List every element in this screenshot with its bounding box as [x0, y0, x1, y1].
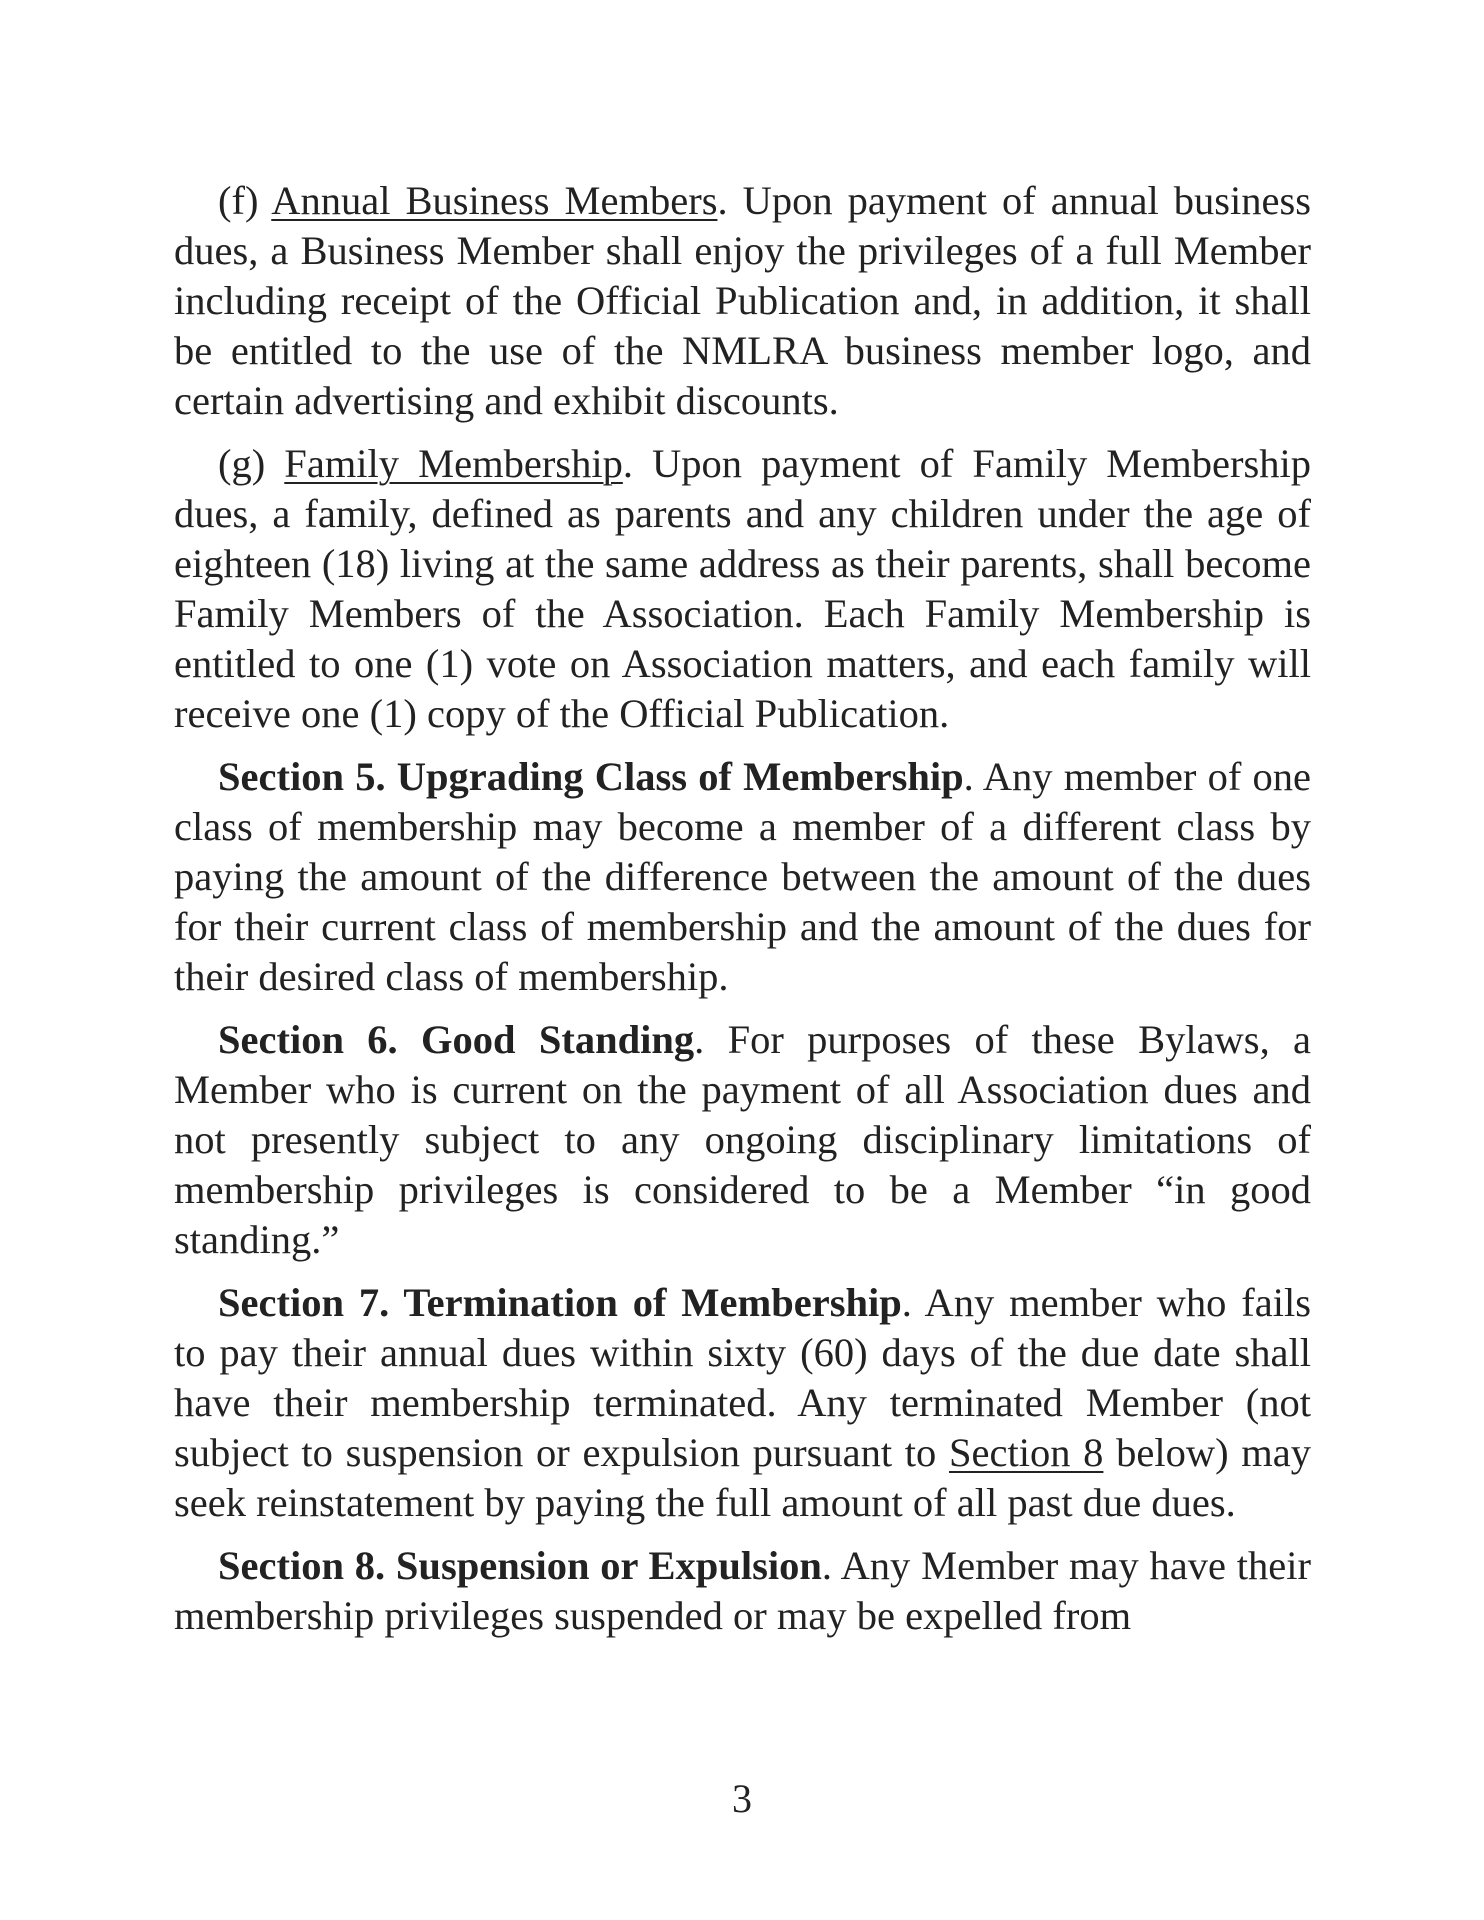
section-heading: Section 5. Upgrading Class of Membership	[218, 754, 964, 799]
section-heading: Section 7. Termination of Membership	[218, 1280, 902, 1325]
heading-period: .	[821, 1543, 833, 1588]
document-page	[174, 176, 1311, 1654]
section-8-cross-reference-link[interactable]: Section 8	[949, 1430, 1104, 1475]
heading-period: .	[963, 754, 974, 799]
paragraph-f-annual-business-members	[174, 176, 1311, 426]
page-number: 3	[732, 1776, 752, 1821]
heading-period: .	[717, 178, 728, 223]
item-heading: Annual Business Members	[271, 178, 718, 223]
heading-period: .	[694, 1017, 705, 1062]
section-7-termination	[174, 1278, 1311, 1528]
paragraph-body-part-1: Any member who fails to pay their annual dues within sixty (60) days of the due date shall have their membership terminated. Any terminated Member (not subject to suspension or expulsion pursuant to	[174, 1280, 1311, 1475]
heading-period: .	[622, 441, 633, 486]
item-label: (f)	[218, 178, 272, 223]
item-label: (g)	[218, 441, 285, 486]
paragraph-body: Upon payment of Family Membership dues, a family, defined as parents and any children under the age of eighteen (18) living at the same address as their parents, shall become Family Members of the Association. Each Family Membership is entitled to one (1) vote on Association matters, and each family will receive one (1) copy of the Official Publication.	[174, 441, 1311, 736]
section-heading: Section 8. Suspension or Expulsion	[218, 1543, 822, 1588]
paragraph-g-family-membership	[174, 439, 1311, 739]
section-5-upgrading-class	[174, 752, 1311, 1002]
paragraph-body: Upon payment of annual business dues, a Business Member shall enjoy the privileges of a full Member including receipt of the Official Publication and, in addition, it shall be entitled to the use of the NMLRA business member logo, and certain advertising and exhibit discounts.	[174, 178, 1311, 423]
paragraph-body: For purposes of these Bylaws, a Member who is current on the payment of all Association dues and not presently subject to any ongoing disciplinary limitations of membership privileges is considered to be a Member “in good standing.”	[174, 1017, 1311, 1262]
paragraph-body: Any Member may have their membership privileges suspended or may be expelled from	[174, 1543, 1311, 1638]
section-6-good-standing	[174, 1015, 1311, 1265]
item-heading: Family Membership	[284, 441, 623, 486]
heading-period: .	[901, 1280, 912, 1325]
section-heading: Section 6. Good Standing	[218, 1017, 695, 1062]
paragraph-body: Any member of one class of membership may become a member of a different class by paying the amount of the difference between the amount of the dues for their current class of membership and the amount of the dues for their desired class of membership.	[174, 754, 1311, 999]
section-8-suspension-expulsion	[174, 1541, 1311, 1641]
paragraph-body-part-2: below) may seek reinstatement by paying the full amount of all past due dues.	[174, 1430, 1311, 1525]
